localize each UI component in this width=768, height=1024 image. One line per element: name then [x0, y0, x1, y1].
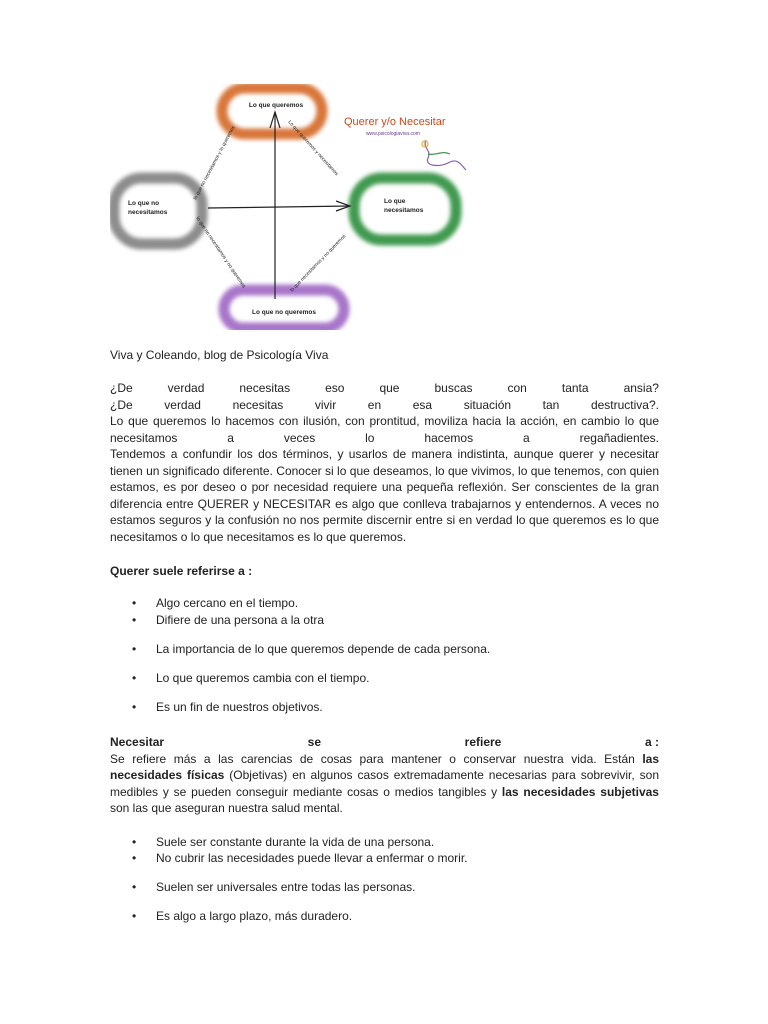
question-line-1 — [110, 380, 659, 397]
list-item: • Es algo a largo plazo, más duradero. — [110, 909, 659, 923]
word: destructiva?. — [590, 397, 659, 412]
diagram-title: Querer y/o Necesitar — [344, 116, 446, 128]
word: regañadientes. — [579, 430, 659, 445]
list-item: • Suelen ser universales entre todas las personas. — [110, 880, 659, 894]
word: se — [307, 735, 322, 749]
intro-line-4 — [110, 430, 659, 447]
word: verdad — [167, 381, 205, 395]
word: Necesitar — [110, 735, 165, 749]
necesitar-text-2: (Objetivas) en algunos casos extremadamente necesarias para sobrevivir, son medibles y se pueden conseguir mediante cosas o medios tangibles y — [110, 768, 659, 799]
necesitar-body — [110, 751, 659, 817]
list-item: • No cubrir las necesidades puede llevar a enfermar o morir. — [110, 851, 659, 865]
list-item: • La importancia de lo que queremos depende de cada persona. — [110, 642, 659, 656]
node-label-right-2: necesitamos — [384, 207, 424, 214]
necesitar-paragraph — [110, 734, 659, 817]
list-item: • Lo que queremos cambia con el tiempo. — [110, 671, 659, 685]
word: buscas — [434, 381, 473, 395]
question-line-2 — [110, 397, 659, 414]
edge-label-top-left: lo que no necesitamos y lo queremos — [192, 124, 237, 201]
list-item: • Algo cercano en el tiempo. — [110, 596, 659, 610]
squiggle-ornament — [422, 140, 466, 170]
word: verdad — [164, 397, 201, 412]
intro-paragraph — [110, 380, 659, 545]
node-label-left-1: Lo que no — [128, 200, 160, 207]
list-item: • Suele ser constante durante la vida de una persona. — [110, 835, 659, 849]
necesitar-bold-2: las necesidades subjetivas — [501, 784, 659, 799]
image-caption: Viva y Coleando, blog de Psicología Viva — [110, 348, 329, 362]
word: ¿De — [110, 381, 133, 395]
word: a — [523, 430, 530, 445]
list-item: • Difiere de una persona a la otra — [110, 613, 659, 627]
node-ring-top — [222, 88, 322, 134]
word: situación — [463, 397, 512, 412]
necesitar-bold-1: las necesidades físicas — [110, 751, 659, 782]
node-label-left-2: necesitamos — [128, 209, 168, 216]
word: vivir — [314, 397, 337, 412]
list-item: • Es un fin de nuestros objetivos. — [110, 700, 659, 714]
word: necesitas — [232, 397, 284, 412]
edge-label-top-right: Lo que queremos y necesitamos — [286, 119, 340, 178]
intro-line-3: Lo que queremos lo hacemos con ilusión, con prontitud, moviliza hacia la acción, en cambio lo que — [110, 414, 659, 428]
querer-heading: Querer suele referirse a : — [110, 564, 253, 578]
necesitar-text-3: son las que aseguran nuestra salud mental. — [110, 801, 343, 815]
word: a — [227, 430, 234, 445]
word: ¿De — [110, 397, 133, 412]
diagram-url: www.psicologiaviva.com — [366, 131, 420, 137]
word: tanta — [561, 381, 589, 395]
word: veces — [283, 430, 316, 445]
node-label-right-1: Lo que — [384, 198, 406, 205]
word: con — [507, 381, 527, 395]
necesitar-text-1: Se refiere más a las carencias de cosas para mantener o conservar nuestra vida. Están — [110, 751, 643, 766]
word: eso — [325, 381, 345, 395]
node-label-top: Lo que queremos — [248, 102, 304, 109]
node-label-bottom: Lo que no queremos — [252, 309, 316, 316]
word: a : — [644, 735, 659, 749]
querer-necesitar-diagram — [110, 84, 472, 330]
necesitar-heading — [110, 734, 659, 751]
word: lo — [365, 430, 375, 445]
word: que — [379, 381, 400, 395]
edge-label-bottom-right: lo que necesitamos y no queremos — [289, 233, 348, 294]
word: necesitamos — [110, 430, 178, 445]
intro-rest: Tendemos a confundir los dos términos, y usarlos de manera indistinta, aunque querer y necesitar tienen un significado diferente. Conocer si lo que deseamos, lo que vivimos, lo que tenemos, con quien estamos, es por deseo o por necesidad requiere una pequeña reflexión. Ser conscientes de la gran diferencia entre QUERER y NECESITAR es algo que conlleva trabajarnos y entendernos. A veces no estamos seguros y la confusión no nos permite discernir entre si en verdad lo que queremos es lo que necesitamos o lo que necesitamos es lo que queremos. — [110, 447, 659, 544]
word: en — [367, 397, 382, 412]
word: ansia? — [623, 381, 659, 395]
word: refiere — [464, 735, 502, 749]
horizontal-arrow — [208, 206, 350, 208]
edge-label-bottom-left: lo que no necesitamos y no queremos — [194, 215, 247, 290]
word: necesitas — [239, 381, 291, 395]
word: hacemos — [424, 430, 474, 445]
word: esa — [412, 397, 433, 412]
word: tan — [542, 397, 560, 412]
